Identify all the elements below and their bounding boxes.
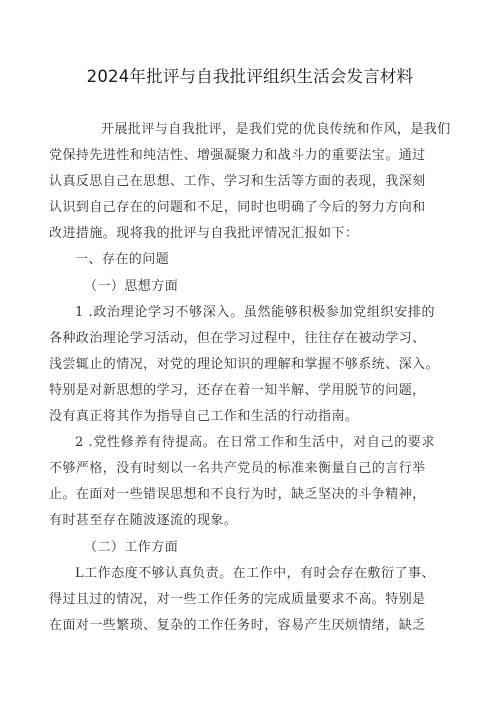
- paragraph-line: 各种政治理论学习活动，但在学习过程中，往往存在被动学习、: [49, 330, 426, 346]
- paragraph-line: 2 .党性修养有待提高。在日常工作和生活中，对自己的要求: [75, 435, 435, 451]
- paragraph-line: 不够严格，没有时刻以一名共产党员的标准来衡量自己的言行举: [49, 461, 426, 477]
- paragraph-line: 特别是对新思想的学习，还存在着一知半解、学用脱节的问题，: [49, 382, 426, 398]
- paragraph-line: 止。在面对一些错误思想和不良行为时，缺乏坚决的斗争精神，: [49, 487, 426, 503]
- document-title: 2024年批评与自我批评组织生活会发言材料: [86, 67, 414, 86]
- paragraph-line: 党保持先进性和纯洁性、增强凝聚力和战斗力的重要法宝。通过: [49, 148, 426, 164]
- paragraph-line: 1 .政治理论学习不够深入。虽然能够积极参加党组织安排的: [75, 304, 435, 320]
- paragraph-line: 浅尝辄止的情况，对党的理论知识的理解和掌握不够系统、深入。: [49, 356, 440, 372]
- paragraph-line: 在面对一些繁琐、复杂的工作任务时，容易产生厌烦情绪，缺乏: [49, 617, 426, 633]
- subsection-heading: （二）工作方面: [84, 539, 179, 555]
- section-heading: 一、存在的问题: [75, 252, 170, 268]
- paragraph-line: 认识到自己存在的问题和不足，同时也明确了今后的努力方向和: [49, 200, 426, 216]
- paragraph-line: 开展批评与自我批评，是我们党的优良传统和作风，是我们: [101, 122, 451, 137]
- paragraph-line: 有时甚至存在随波逐流的现象。: [49, 513, 238, 529]
- paragraph-line: 改进措施。现将我的批评与自我批评情况汇报如下：: [49, 226, 359, 242]
- subsection-heading: （一）思想方面: [84, 278, 179, 294]
- paragraph-line: L工作态度不够认真负责。在工作中，有时会存在敷衍了事、: [75, 565, 435, 581]
- paragraph-line: 没有真正将其作为指导自己工作和生活的行动指南。: [49, 409, 359, 425]
- paragraph-line: 得过且过的情况，对一些工作任务的完成质量要求不高。特别是: [49, 591, 426, 607]
- document-body: [49, 117, 451, 639]
- paragraph-line: 认真反思自己在思想、工作、学习和生活等方面的表现，我深刻: [49, 174, 426, 190]
